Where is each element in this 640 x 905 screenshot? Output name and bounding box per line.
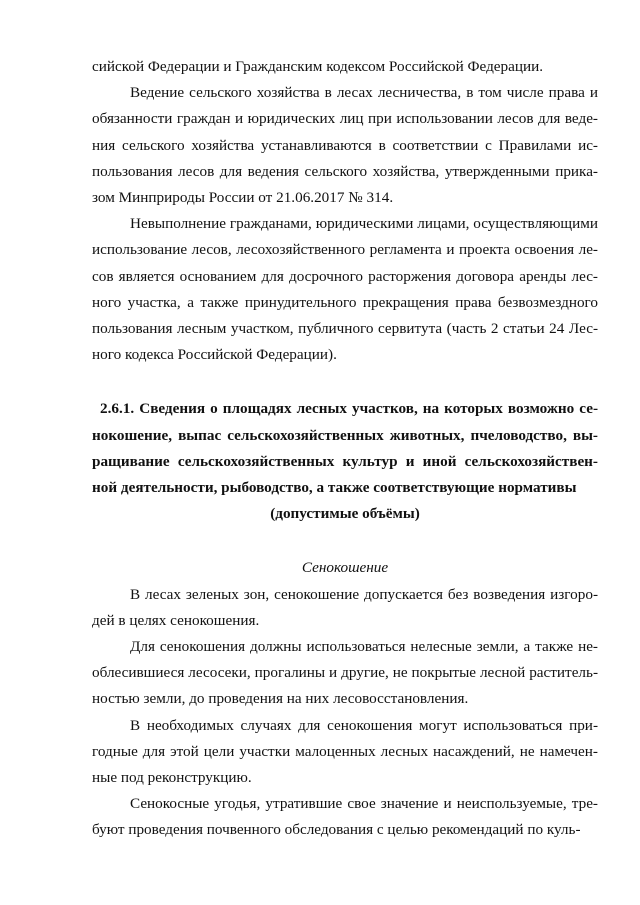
paragraph-hayfields: Сенокосные угодья, утратившие свое значение и неиспользуемые, тре-буют проведения почвенного обследования с целью рекомендаций по куль- [92, 795, 598, 839]
subheading-haymaking: Сенокошение [301, 559, 389, 577]
paragraph-continuation: сийской Федерации и Гражданским кодексом Российской Федерации. [92, 58, 544, 75]
paragraph-nonforest-lands: Для сенокошения должны использоваться нелесные земли, а также не-облесившиеся лесосеки, прогалины и другие, не покрытые лесной раститель-ностью земли, до проведения на них лесовосстановления. [92, 638, 598, 708]
paragraph-low-value-stands: В необходимых случаях для сенокошения могут использоваться при-годные для этой цели участки малоценных лесных насаждений, не намечен-ные под реконструкцию. [92, 716, 598, 787]
paragraph-agriculture-rules: Ведение сельского хозяйства в лесах лесничества, в том числе права и обязанности граждан и юридических лиц при использовании лесов для веде-ния сельского хозяйства устанавливаются в соответствии с Правилами ис-пользования лесов для ведения сельского хозяйства, утвержденными прика-зом Минприроды России от 21.06.2017 № 314. [92, 84, 598, 207]
section-heading [92, 396, 598, 527]
document-page [92, 54, 598, 844]
section-heading-text: 2.6.1. Сведения о площадях лесных участков, на которых возможно се-нокошение, выпас сельскохозяйственных животных, пчеловодство, вы-ращивание сельскохозяйственных культур и иной сельскохозяйствен-ной деятельности, рыбоводство, а также соответствующие нормативы [92, 400, 598, 497]
paragraph-violation-consequences: Невыполнение гражданами, юридическими лицами, осуществляющими использование лесов, лесохозяйственного регламента и проекта освоения ле-сов является основанием для досрочного расторжения договора аренды лес-ного участка, а также принудительного прекращения права безвозмездного пользования лесным участком, публичного сервитута (часть 2 статьи 24 Лес-ного кодекса Российской Федерации). [92, 215, 598, 364]
section-heading-last-line: (допустимые объёмы) [270, 505, 420, 523]
paragraph-green-zones: В лесах зеленых зон, сенокошение допускается без возведения изгоро-дей в целях сенокошения. [92, 585, 598, 629]
